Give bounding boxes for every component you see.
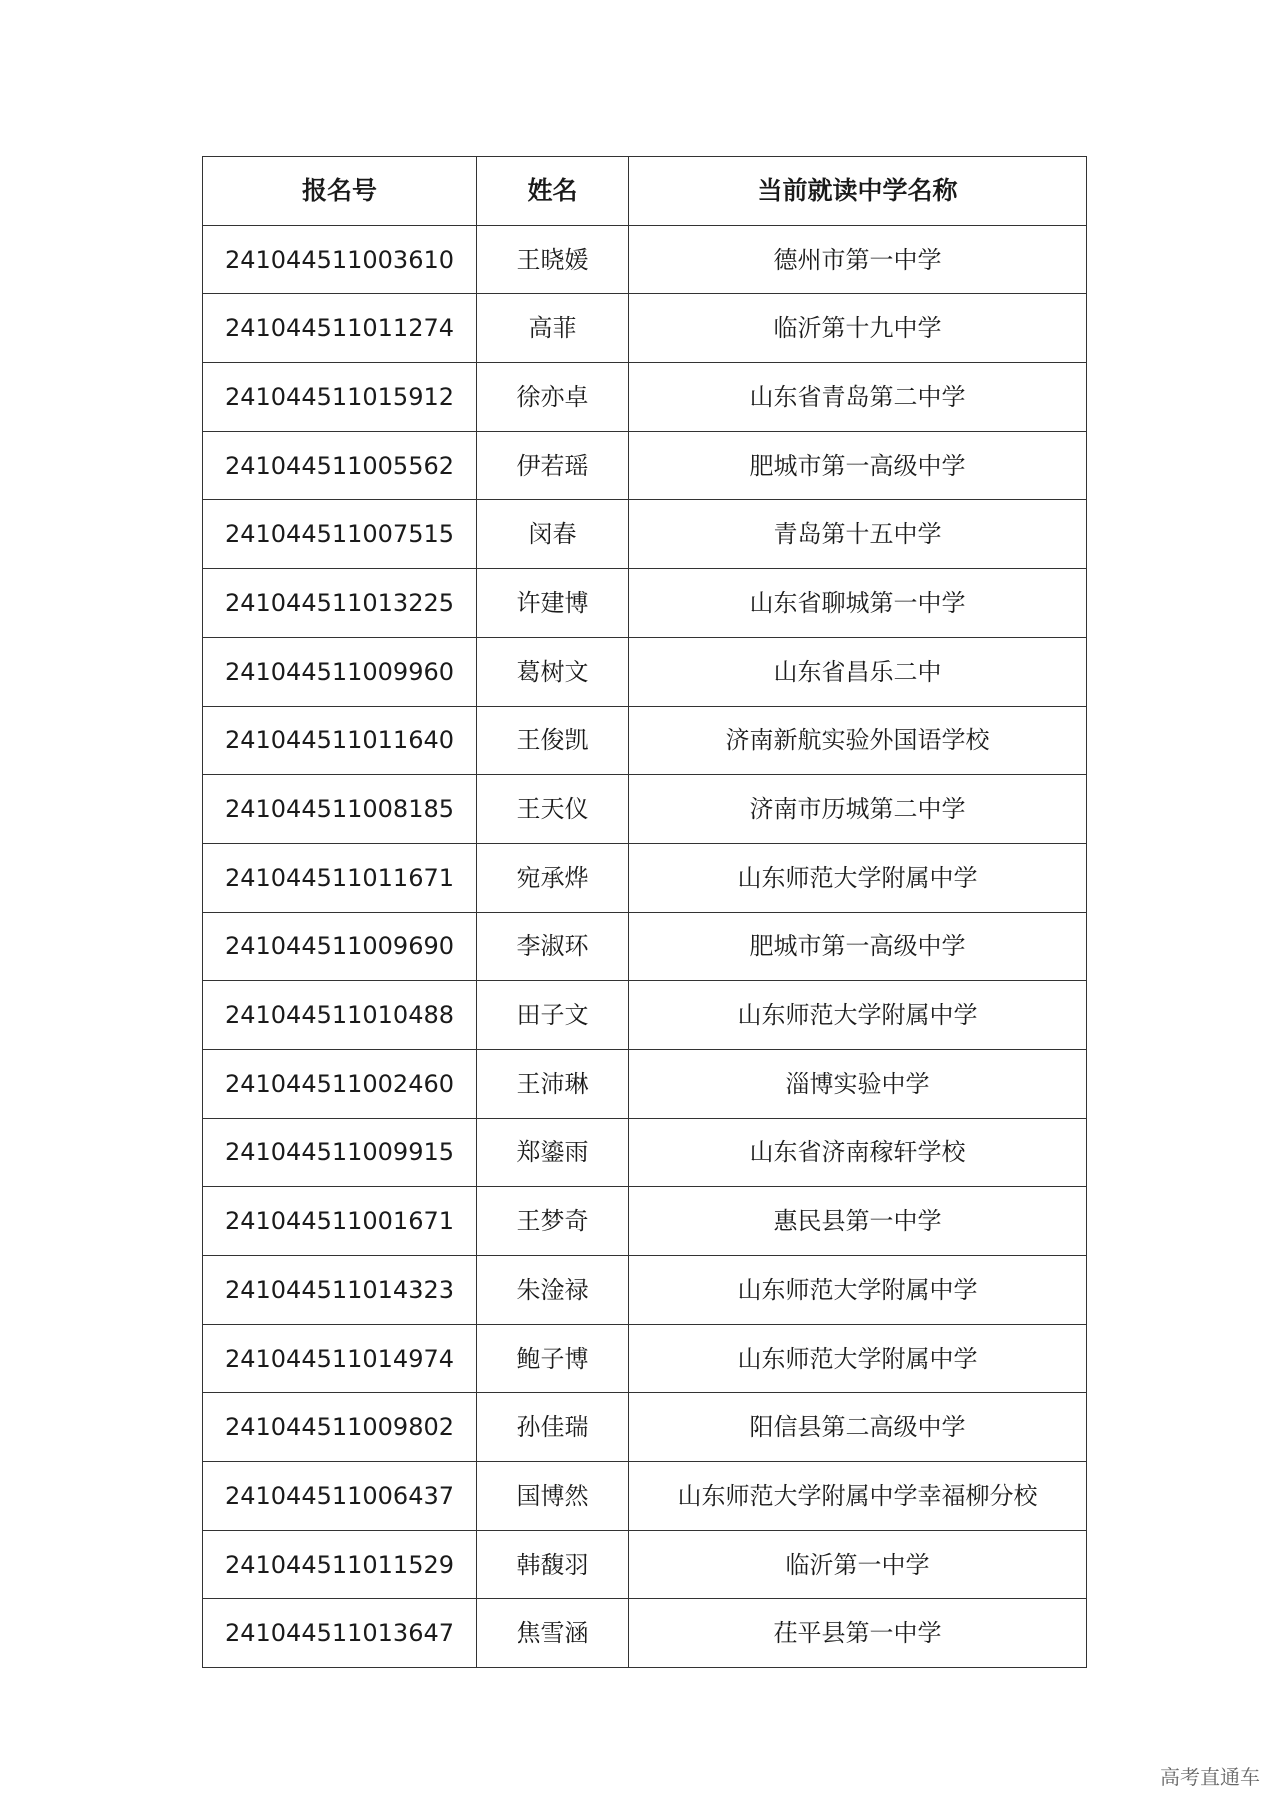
cell-registration-number: 241044511003610 [203, 225, 477, 294]
cell-school-name: 山东师范大学附属中学 [629, 1256, 1087, 1325]
cell-school-name: 肥城市第一高级中学 [629, 431, 1087, 500]
table-row [203, 1256, 1087, 1325]
table-row [203, 775, 1087, 844]
cell-name: 国博然 [477, 1462, 629, 1531]
table-row [203, 843, 1087, 912]
cell-registration-number: 241044511011274 [203, 294, 477, 363]
cell-school-name: 山东师范大学附属中学 [629, 981, 1087, 1050]
cell-name: 孙佳瑞 [477, 1393, 629, 1462]
cell-registration-number: 241044511011640 [203, 706, 477, 775]
cell-name: 王晓媛 [477, 225, 629, 294]
cell-name: 徐亦卓 [477, 363, 629, 432]
cell-school-name: 青岛第十五中学 [629, 500, 1087, 569]
cell-registration-number: 241044511015912 [203, 363, 477, 432]
cell-school-name: 山东省青岛第二中学 [629, 363, 1087, 432]
cell-school-name: 阳信县第二高级中学 [629, 1393, 1087, 1462]
cell-registration-number: 241044511013647 [203, 1599, 477, 1668]
cell-registration-number: 241044511009960 [203, 637, 477, 706]
cell-registration-number: 241044511006437 [203, 1462, 477, 1531]
table-row [203, 912, 1087, 981]
cell-name: 王沛琳 [477, 1049, 629, 1118]
cell-registration-number: 241044511009915 [203, 1118, 477, 1187]
table-row [203, 569, 1087, 638]
cell-name: 郑鎏雨 [477, 1118, 629, 1187]
table-row [203, 363, 1087, 432]
cell-school-name: 肥城市第一高级中学 [629, 912, 1087, 981]
cell-school-name: 山东师范大学附属中学幸福柳分校 [629, 1462, 1087, 1531]
cell-name: 鲍子博 [477, 1324, 629, 1393]
cell-school-name: 山东省聊城第一中学 [629, 569, 1087, 638]
cell-name: 朱淦禄 [477, 1256, 629, 1325]
table-header-row [203, 157, 1087, 226]
table-row [203, 1049, 1087, 1118]
table-row [203, 637, 1087, 706]
table-row [203, 1530, 1087, 1599]
table-row [203, 225, 1087, 294]
cell-school-name: 山东师范大学附属中学 [629, 843, 1087, 912]
cell-registration-number: 241044511009802 [203, 1393, 477, 1462]
cell-name: 王天仪 [477, 775, 629, 844]
cell-school-name: 惠民县第一中学 [629, 1187, 1087, 1256]
cell-registration-number: 241044511001671 [203, 1187, 477, 1256]
cell-name: 葛树文 [477, 637, 629, 706]
cell-name: 田子文 [477, 981, 629, 1050]
table-row [203, 1118, 1087, 1187]
table-row [203, 706, 1087, 775]
cell-school-name: 临沂第一中学 [629, 1530, 1087, 1599]
table-row [203, 431, 1087, 500]
table-row [203, 1393, 1087, 1462]
cell-name: 闵春 [477, 500, 629, 569]
cell-school-name: 济南新航实验外国语学校 [629, 706, 1087, 775]
cell-registration-number: 241044511009690 [203, 912, 477, 981]
table-row [203, 1599, 1087, 1668]
cell-name: 许建博 [477, 569, 629, 638]
cell-registration-number: 241044511013225 [203, 569, 477, 638]
table-row [203, 500, 1087, 569]
cell-name: 宛承烨 [477, 843, 629, 912]
cell-name: 高菲 [477, 294, 629, 363]
cell-school-name: 山东师范大学附属中学 [629, 1324, 1087, 1393]
cell-registration-number: 241044511014974 [203, 1324, 477, 1393]
cell-school-name: 山东省昌乐二中 [629, 637, 1087, 706]
cell-registration-number: 241044511008185 [203, 775, 477, 844]
cell-school-name: 茌平县第一中学 [629, 1599, 1087, 1668]
cell-registration-number: 241044511002460 [203, 1049, 477, 1118]
watermark-text: 高考直通车 [1160, 1765, 1260, 1789]
cell-registration-number: 241044511005562 [203, 431, 477, 500]
cell-school-name: 淄博实验中学 [629, 1049, 1087, 1118]
cell-registration-number: 241044511011529 [203, 1530, 477, 1599]
table-row [203, 1324, 1087, 1393]
admission-list-table [202, 156, 1087, 1668]
cell-school-name: 德州市第一中学 [629, 225, 1087, 294]
cell-name: 王梦奇 [477, 1187, 629, 1256]
cell-name: 王俊凯 [477, 706, 629, 775]
header-name: 姓名 [477, 157, 629, 226]
cell-registration-number: 241044511010488 [203, 981, 477, 1050]
cell-registration-number: 241044511011671 [203, 843, 477, 912]
header-school-name: 当前就读中学名称 [629, 157, 1087, 226]
cell-name: 韩馥羽 [477, 1530, 629, 1599]
cell-name: 李淑环 [477, 912, 629, 981]
table-row [203, 1462, 1087, 1531]
cell-registration-number: 241044511014323 [203, 1256, 477, 1325]
cell-name: 焦雪涵 [477, 1599, 629, 1668]
table-row [203, 1187, 1087, 1256]
cell-school-name: 山东省济南稼轩学校 [629, 1118, 1087, 1187]
cell-name: 伊若瑶 [477, 431, 629, 500]
table-row [203, 981, 1087, 1050]
header-registration-number: 报名号 [203, 157, 477, 226]
table-body [203, 225, 1087, 1667]
table-row [203, 294, 1087, 363]
cell-school-name: 济南市历城第二中学 [629, 775, 1087, 844]
cell-school-name: 临沂第十九中学 [629, 294, 1087, 363]
cell-registration-number: 241044511007515 [203, 500, 477, 569]
